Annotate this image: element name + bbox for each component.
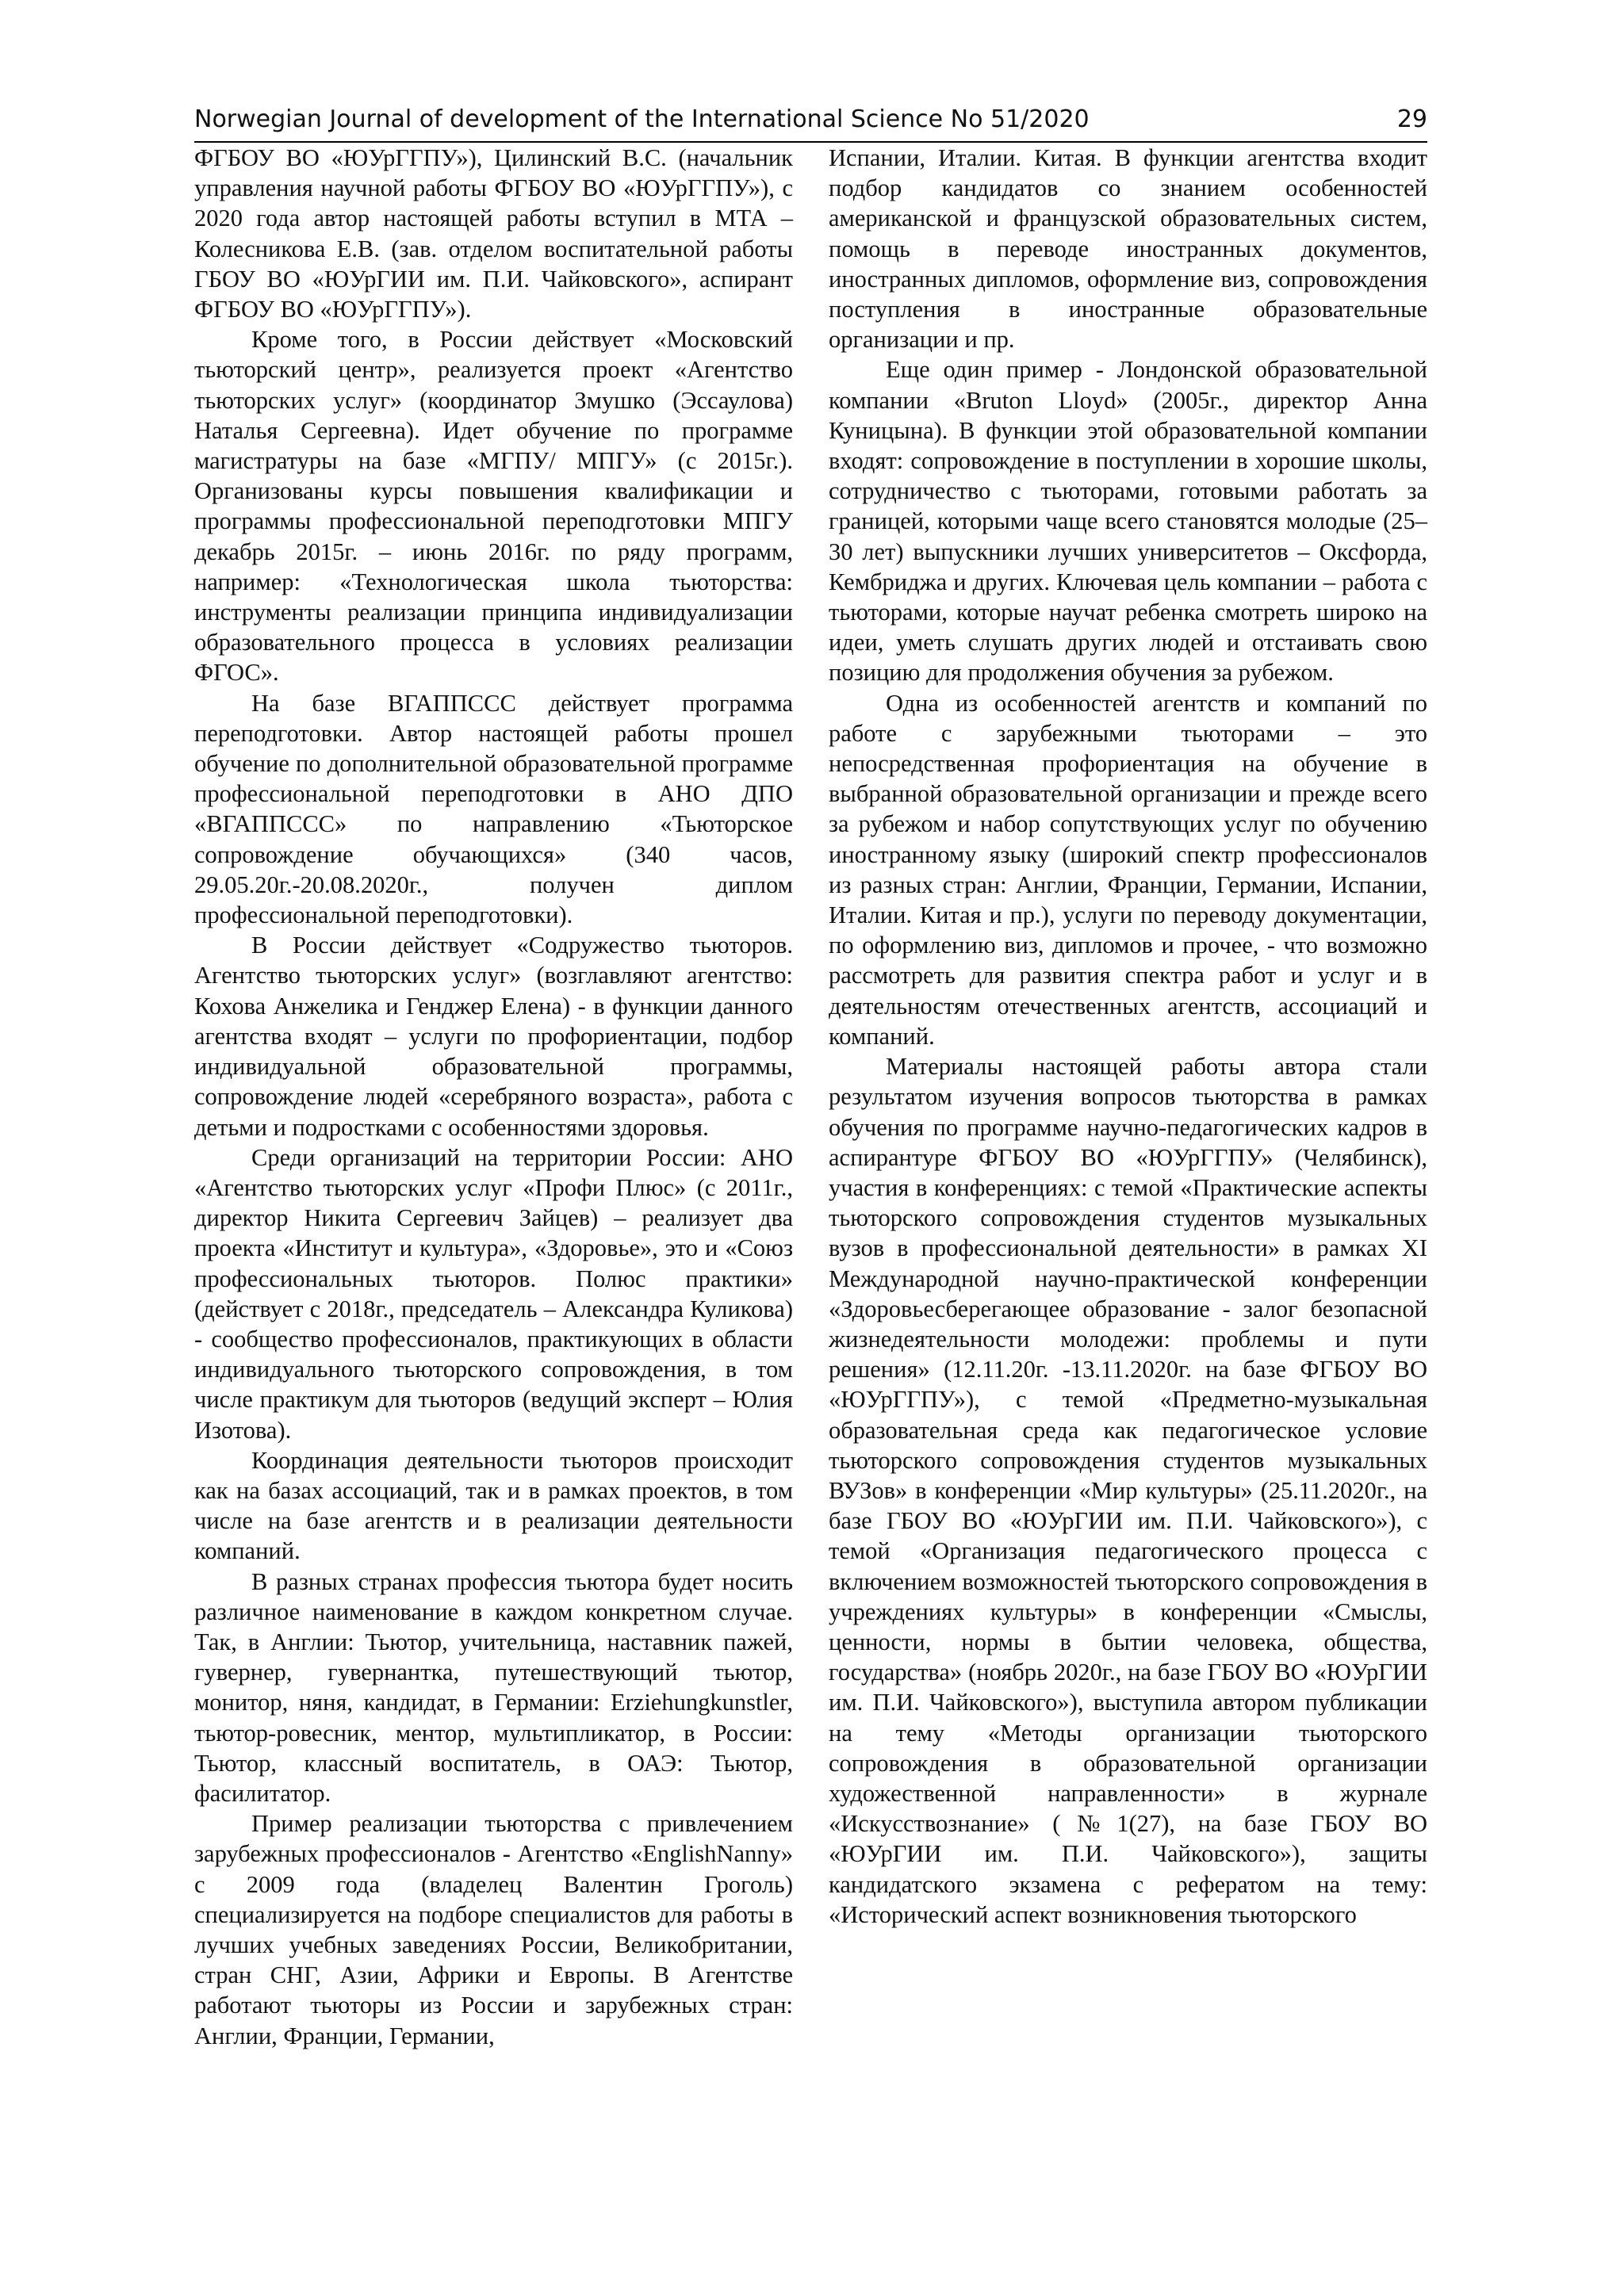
paragraph: На базе ВГАППССС действует программа переподготовки. Автор настоящей работы прошел обучение по дополнительной образовательной программе профессиональной переподготовки в АНО ДПО «ВГАППССС» по направлению «Тьюторское сопровождение обучающихся» (340 часов, 29.05.20г.-20.08.2020г., получен диплом профессиональной переподготовки). xyxy=(194,689,793,929)
paragraph: Пример реализации тьюторства с привлечением зарубежных профессионалов - Агентство «EnglishNanny» с 2009 года (владелец Валентин Гроголь) специализируется на подборе специалистов для работы в лучших учебных заведениях России, Великобритании, стран СНГ, Азии, Африки и Европы. В Агентстве работают тьюторы из России и зарубежных стран: Англии, Франции, Германии, xyxy=(194,1810,793,2049)
paragraph: В разных странах профессия тьютора будет носить различное наименование в каждом конкретном случае. Так, в Англии: Тьютор, учительница, наставник пажей, гувернер, гувернантка, путешествующий тьютор, монитор, няня, кандидат, в Германии: Erziehungkunstler, тьютор-ровесник, ментор, мультипликатор, в России: Тьютор, классный воспитатель, в ОАЭ: Тьютор, фасилитатор. xyxy=(194,1567,793,1807)
paragraph: Одна из особенностей агентств и компаний по работе с зарубежными тьюторами – это непосредственная профориентация на обучение в выбранной образовательной организации и прежде всего за рубежом и набор сопутствующих услуг по обучению иностранному языку (широкий спектр профессионалов из разных стран: Англии, Франции, Германии, Испании, Италии. Китая и пр.), услуги по переводу документации, по оформлению виз, дипломов и прочее, - что возможно рассмотреть для развития спектра работ и услуг и в деятельностям отечественных агентств, ассоциаций и компаний. xyxy=(829,689,1427,1050)
paragraph: В России действует «Содружество тьюторов. Агентство тьюторских услуг» (возглавляют агентство: Кохова Анжелика и Генджер Елена) - в функции данного агентства входят – услуги по профориентации, подбор индивидуальной образовательной программы, сопровождение людей «серебряного возраста», работа с детьми и подростками с особенностями здоровья. xyxy=(194,932,793,1141)
right-column xyxy=(829,143,1427,1930)
paragraph: Материалы настоящей работы автора стали результатом изучения вопросов тьюторства в рамках обучения по программе научно-педагогических кадров в аспирантуре ФГБОУ ВО «ЮУрГГПУ» (Челябинск), участия в конференциях: с темой «Практические аспекты тьюторского сопровождения студентов музыкальных вузов в профессиональной деятельности» в рамках XI Международной научно-практической конференции «Здоровьесберегающее образование - залог безопасной жизнедеятельности молодежи: проблемы и пути решения» (12.11.20г. -13.11.2020г. на базе ФГБОУ ВО «ЮУрГГПУ»), с темой «Предметно-музыкальная образовательная среда как педагогическое условие тьюторского сопровождения студентов музыкальных ВУЗов» в конференции «Мир культуры» (25.11.2020г., на базе ГБОУ ВО «ЮУрГИИ им. П.И. Чайковского»), с темой «Организация педагогического процесса с включением возможностей тьюторского сопровождения в учреждениях культуры» в конференции «Смыслы, ценности, нормы в бытии человека, общества, государства» (ноябрь 2020г., на базе ГБОУ ВО «ЮУрГИИ им. П.И. Чайковского»), выступила автором публикации на тему «Методы организации тьюторского сопровождения в образовательной организации художественной направленности» в журнале «Искусствознание» (№1(27), на базе ГБОУ ВО «ЮУрГИИ им. П.И. Чайковского»), защиты кандидатского экзамена с рефератом на тему: «Исторический аспект возникновения тьюторского xyxy=(829,1053,1427,1928)
page-number: 29 xyxy=(1396,105,1427,133)
paragraph: Испании, Италии. Китая. В функции агентства входит подбор кандидатов со знанием особенностей американской и французской образовательных систем, помощь в переводе иностранных документов, иностранных дипломов, оформление виз, сопровождения поступления в иностранные образовательные организации и пр. xyxy=(829,144,1427,354)
paragraph: Кроме того, в России действует «Московский тьюторский центр», реализуется проект «Агентство тьюторских услуг» (координатор Змушко (Эссаулова) Наталья Сергеевна). Идет обучение по программе магистратуры на базе «МГПУ/ МПГУ» (с 2015г.). Организованы курсы повышения квалификации и программы профессиональной переподготовки МПГУ декабрь 2015г. – июнь 2016г. по ряду программ, например: «Технологическая школа тьюторства: инструменты реализации принципа индивидуализации образовательного процесса в условиях реализации ФГОС». xyxy=(194,326,793,687)
paragraph: Координация деятельности тьюторов происходит как на базах ассоциаций, так и в рамках проектов, в том числе на базе агентств и в реализации деятельности компаний. xyxy=(194,1446,793,1565)
paragraph: Среди организаций на территории России: АНО «Агентство тьюторских услуг «Профи Плюс» (с 2011г., директор Никита Сергеевич Зайцев) – реализует два проекта «Институт и культура», «Здоровье», это и «Союз профессиональных тьюторов. Полюс практики» (действует с 2018г., председатель – Александра Куликова) - сообщество профессионалов, практикующих в области индивидуального тьюторского сопровождения, в том числе практикум для тьюторов (ведущий эксперт – Юлия Изотова). xyxy=(194,1143,793,1444)
journal-title: Norwegian Journal of development of the International Science No 51/2020 xyxy=(194,105,1090,133)
page-header xyxy=(194,94,1427,143)
left-column xyxy=(194,143,793,2051)
paragraph: Еще один пример - Лондонской образовательной компании «Bruton Lloyd» (2005г., директор Анна Куницына). В функции этой образовательной компании входят: сопровождение в поступлении в хорошие школы, сотрудничество с тьюторами, готовыми работать за границей, которыми чаще всего становятся молодые (25–30 лет) выпускники лучших университетов – Оксфорда, Кембриджа и других. Ключевая цель компании – работа с тьюторами, которые научат ребенка смотреть широко на идеи, уметь слушать других людей и отстаивать свою позицию для продолжения обучения за рубежом. xyxy=(829,356,1427,687)
paragraph: ФГБОУ ВО «ЮУрГГПУ»), Цилинский В.С. (начальник управления научной работы ФГБОУ ВО «ЮУрГГПУ»), с 2020 года автор настоящей работы вступил в МТА – Колесникова Е.В. (зав. отделом воспитательной работы ГБОУ ВО «ЮУрГИИ им. П.И. Чайковского», аспирант ФГБОУ ВО «ЮУрГГПУ»). xyxy=(194,144,793,323)
